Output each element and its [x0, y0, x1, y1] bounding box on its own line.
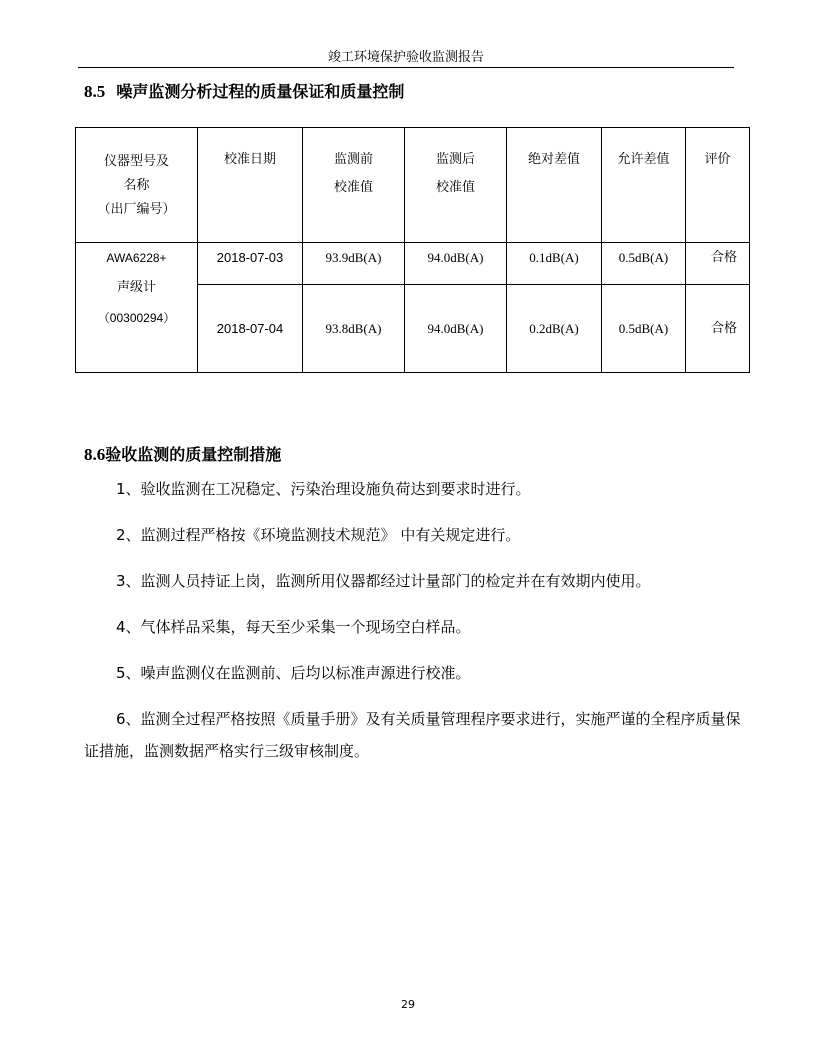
measure-item: 4、气体样品采集，每天至少采集一个现场空白样品。 [116, 618, 471, 636]
measure-item: 5、噪声监测仪在监测前、后均以标准声源进行校准。 [116, 664, 471, 682]
allowed-diff-cell: 0.5dB(A) [602, 285, 686, 373]
calibration-table [75, 127, 750, 373]
measure-item: 6、监测全过程严格按照《质量手册》及有关质量管理程序要求进行，实施严谨的全程序质量保证措施，监测数据严格实行三级审核制度。 [84, 710, 741, 760]
instrument-cell: AWA6228+ 声级计 （00300294） [76, 243, 198, 373]
after-value-cell: 94.0dB(A) [405, 243, 507, 285]
header-abs-diff: 绝对差值 [507, 128, 602, 243]
table-row [76, 243, 750, 285]
header-calib-date: 校准日期 [198, 128, 303, 243]
qc-measures-list [84, 478, 744, 791]
calib-date-cell: 2018-07-03 [198, 243, 303, 285]
page-number: 29 [401, 998, 415, 1011]
before-value-cell: 93.9dB(A) [303, 243, 405, 285]
after-value-cell: 94.0dB(A) [405, 285, 507, 373]
calib-date-cell: 2018-07-04 [198, 285, 303, 373]
section-number: 8.6 [84, 445, 106, 464]
header-before: 监测前 校准值 [303, 128, 405, 243]
measure-item: 3、监测人员持证上岗，监测所用仪器都经过计量部门的检定并在有效期内使用。 [116, 572, 651, 590]
evaluation-cell: 合格 [686, 243, 750, 285]
section-title: 验收监测的质量控制措施 [105, 445, 282, 464]
header-after: 监测后 校准值 [405, 128, 507, 243]
section-8-6-heading [84, 442, 281, 465]
header-rule [78, 67, 734, 68]
header-allowed-diff: 允许差值 [602, 128, 686, 243]
abs-diff-cell: 0.1dB(A) [507, 243, 602, 285]
header-evaluation: 评价 [686, 128, 750, 243]
page-header: 竣工环境保护验收监测报告 [327, 50, 484, 65]
allowed-diff-cell: 0.5dB(A) [602, 243, 686, 285]
section-title: 噪声监测分析过程的质量保证和质量控制 [116, 82, 405, 101]
section-8-5-heading [84, 79, 404, 102]
header-instrument: 仪器型号及 名称 （出厂编号） [76, 128, 198, 243]
measure-item: 2、监测过程严格按《环境监测技术规范》 中有关规定进行。 [116, 526, 521, 544]
section-number: 8.5 [84, 82, 106, 101]
before-value-cell: 93.8dB(A) [303, 285, 405, 373]
evaluation-cell: 合格 [686, 285, 750, 373]
table-header-row [76, 128, 750, 243]
abs-diff-cell: 0.2dB(A) [507, 285, 602, 373]
measure-item: 1、验收监测在工况稳定、污染治理设施负荷达到要求时进行。 [116, 480, 531, 498]
